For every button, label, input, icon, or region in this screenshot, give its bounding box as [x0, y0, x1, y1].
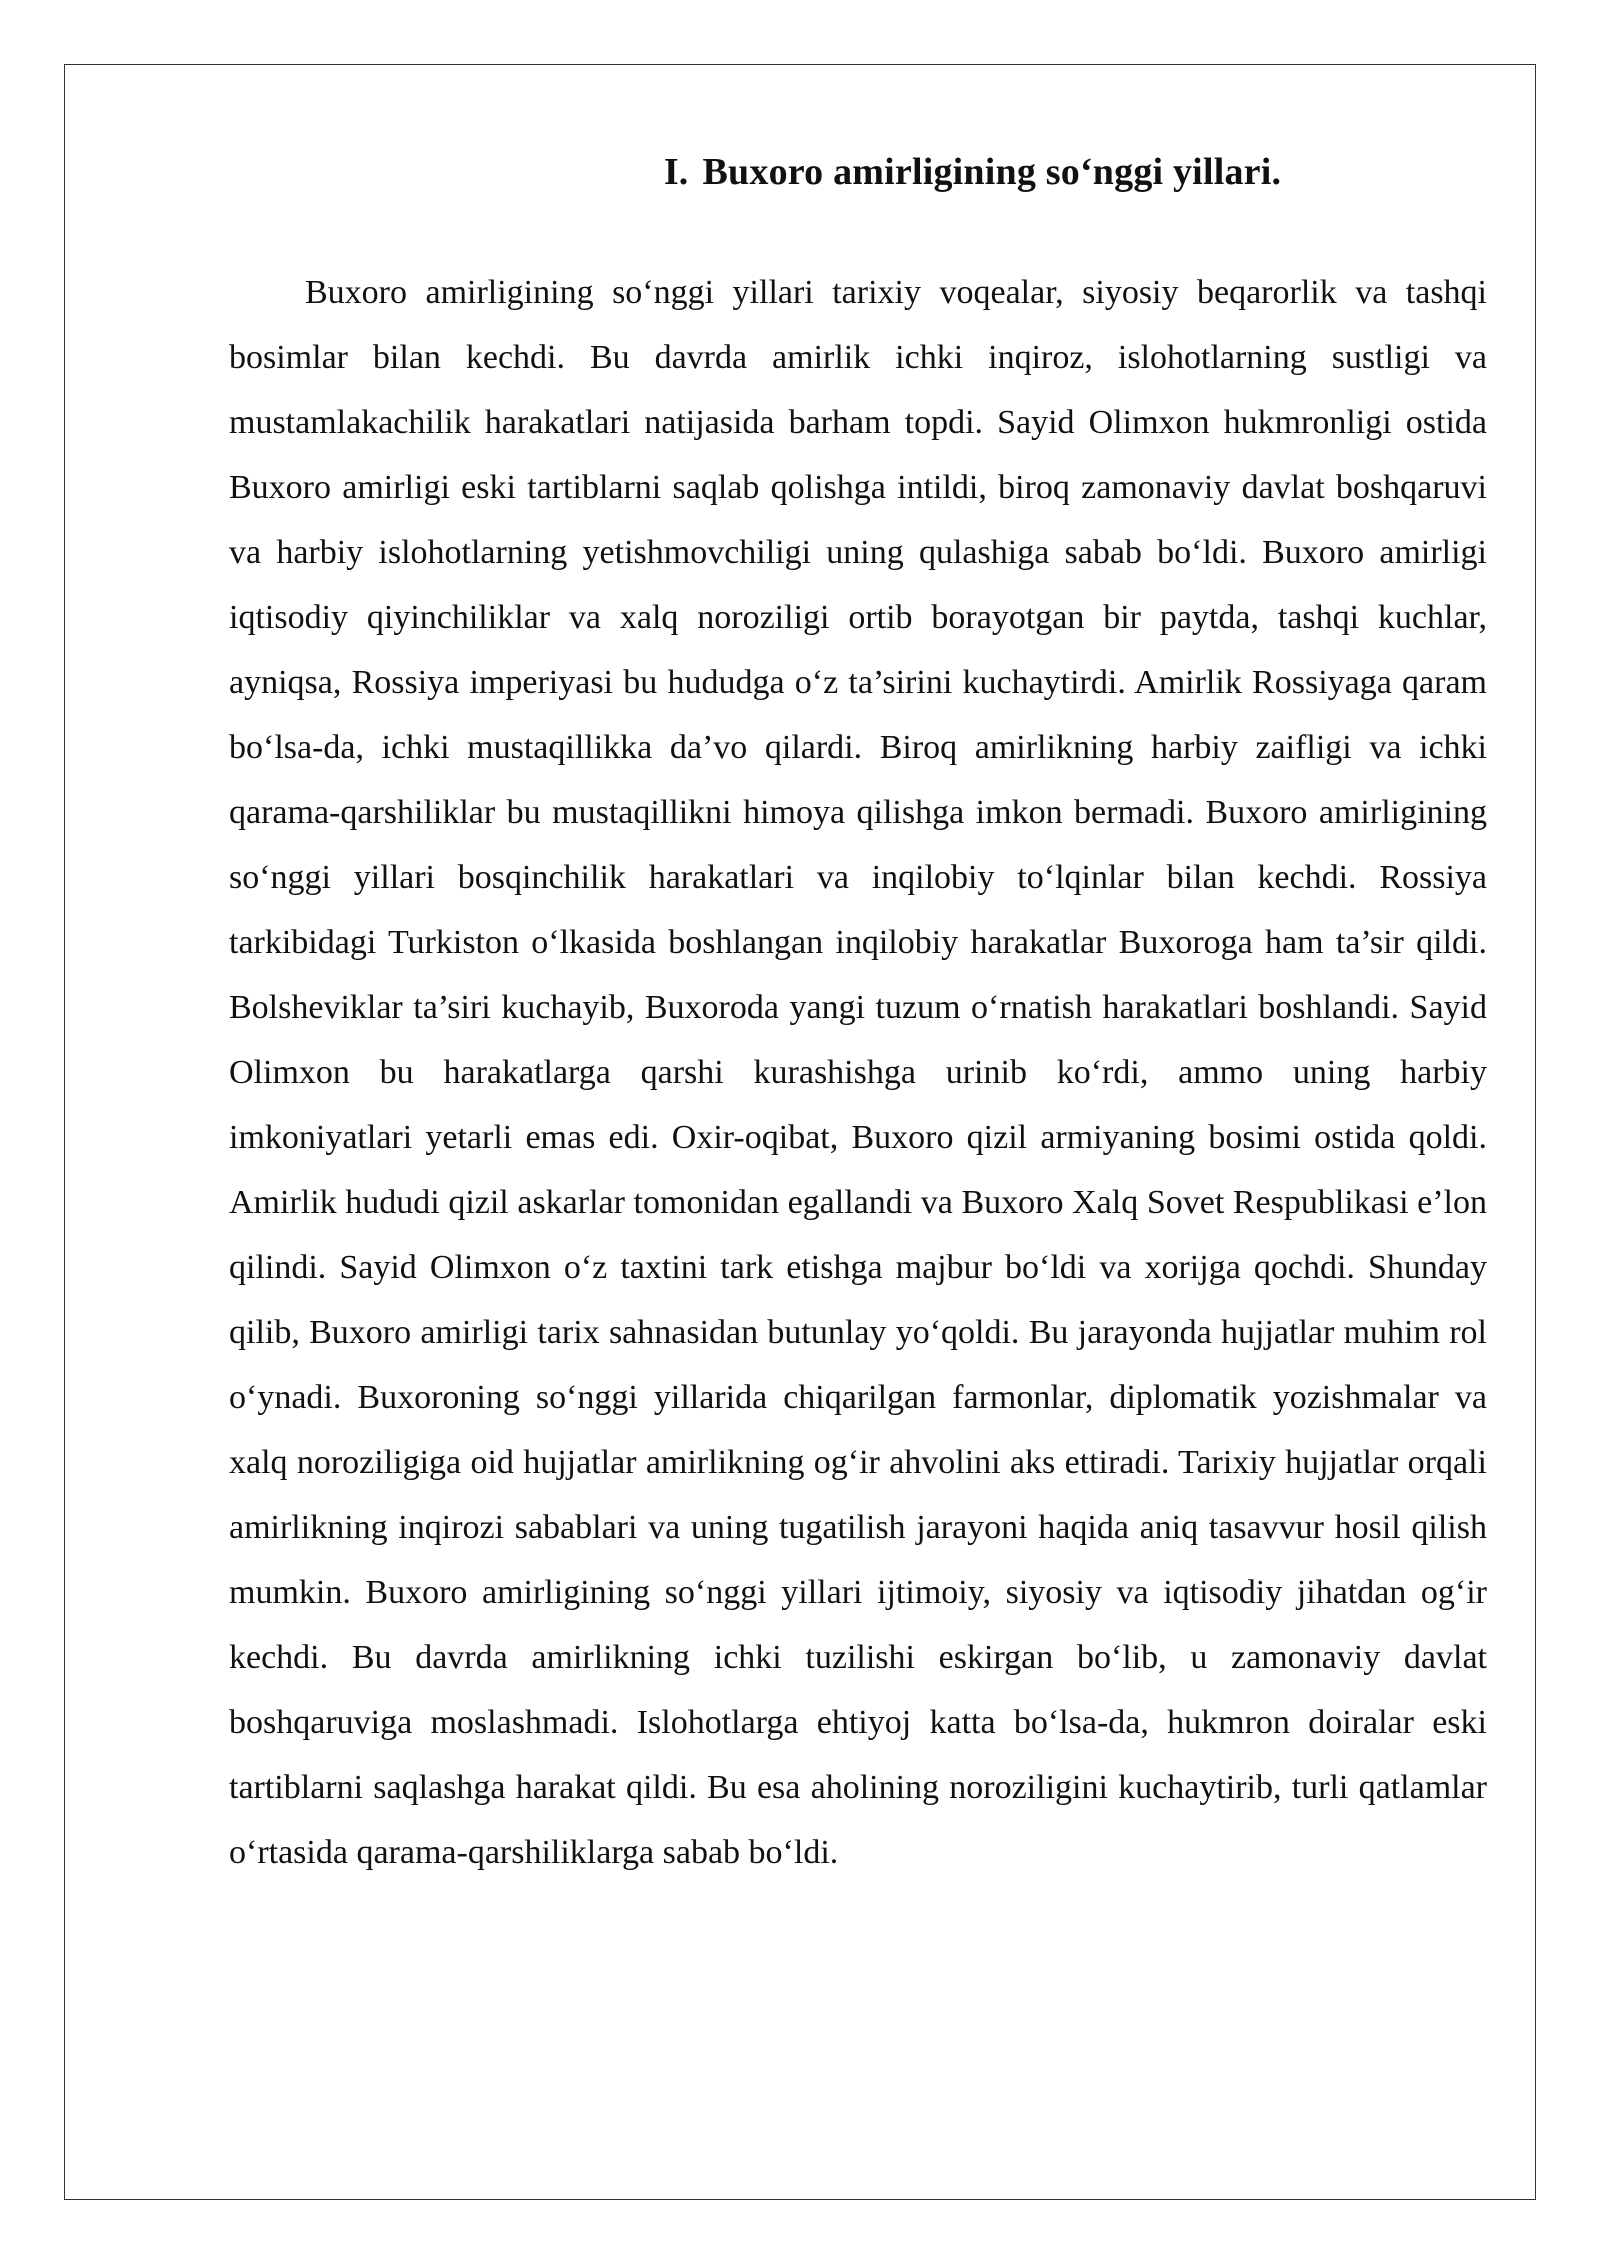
heading-title: Buxoro amirligining so‘nggi yillari.	[702, 151, 1282, 193]
body-paragraph: Buxoro amirligining so‘nggi yillari tarixiy voqealar, siyosiy beqarorlik va tashqi bosimlar bilan kechdi. Bu davrda amirlik ichki inqiroz, islohotlarning sustligi va mustamlakachilik harakatlari natijasida barham topdi. Sayid Olimxon hukmronligi ostida Buxoro amirligi eski tartiblarni saqlab qolishga intildi, biroq zamonaviy davlat boshqaruvi va harbiy islohotlarning yetishmovchiligi uning qulashiga sabab bo‘ldi. Buxoro amirligi iqtisodiy qiyinchiliklar va xalq noroziligi ortib borayotgan bir paytda, tashqi kuchlar, ayniqsa, Rossiya imperiyasi bu hududga o‘z ta’sirini kuchaytirdi. Amirlik Rossiyaga qaram bo‘lsa-da, ichki mustaqillikka da’vo qilardi. Biroq amirlikning harbiy zaifligi va ichki qarama-qarshiliklar bu mustaqillikni himoya qilishga imkon bermadi. Buxoro amirligining so‘nggi yillari bosqinchilik harakatlari va inqilobiy to‘lqinlar bilan kechdi. Rossiya tarkibidagi Turkiston o‘lkasida boshlangan inqilobiy harakatlar Buxoroga ham ta’sir qildi. Bolsheviklar ta’siri kuchayib, Buxoroda yangi tuzum o‘rnatish harakatlari boshlandi. Sayid Olimxon bu harakatlarga qarshi kurashishga urinib ko‘rdi, ammo uning harbiy imkoniyatlari yetarli emas edi. Oxir-oqibat, Buxoro qizil armiyaning bosimi ostida qoldi. Amirlik hududi qizil askarlar tomonidan egallandi va Buxoro Xalq Sovet Respublikasi e’lon qilindi. Sayid Olimxon o‘z taxtini tark etishga majbur bo‘ldi va xorijga qochdi. Shunday qilib, Buxoro amirligi tarix sahnasidan butunlay yo‘qoldi. Bu jarayonda hujjatlar muhim rol o‘ynadi. Buxoroning so‘nggi yillarida chiqarilgan farmonlar, diplomatik yozishmalar va xalq noroziligiga oid hujjatlar amirlikning og‘ir ahvolini aks ettiradi. Tarixiy hujjatlar orqali amirlikning inqirozi sabablari va uning tugatilish jarayoni haqida aniq tasavvur hosil qilish mumkin. Buxoro amirligining so‘nggi yillari ijtimoiy, siyosiy va iqtisodiy jihatdan og‘ir kechdi. Bu davrda amirlikning ichki tuzilishi eskirgan bo‘lib, u zamonaviy davlat boshqaruviga moslashmadi. Islohotlarga ehtiyoj katta bo‘lsa-da, hukmron doiralar eski tartiblarni saqlashga harakat qildi. Bu esa aholining noroziligini kuchaytirib, turli qatlamlar o‘rtasida qarama-qarshiliklarga sabab bo‘ldi.	[229, 274, 1487, 1871]
section-heading	[0, 150, 1600, 196]
heading-number: I.	[663, 151, 689, 193]
